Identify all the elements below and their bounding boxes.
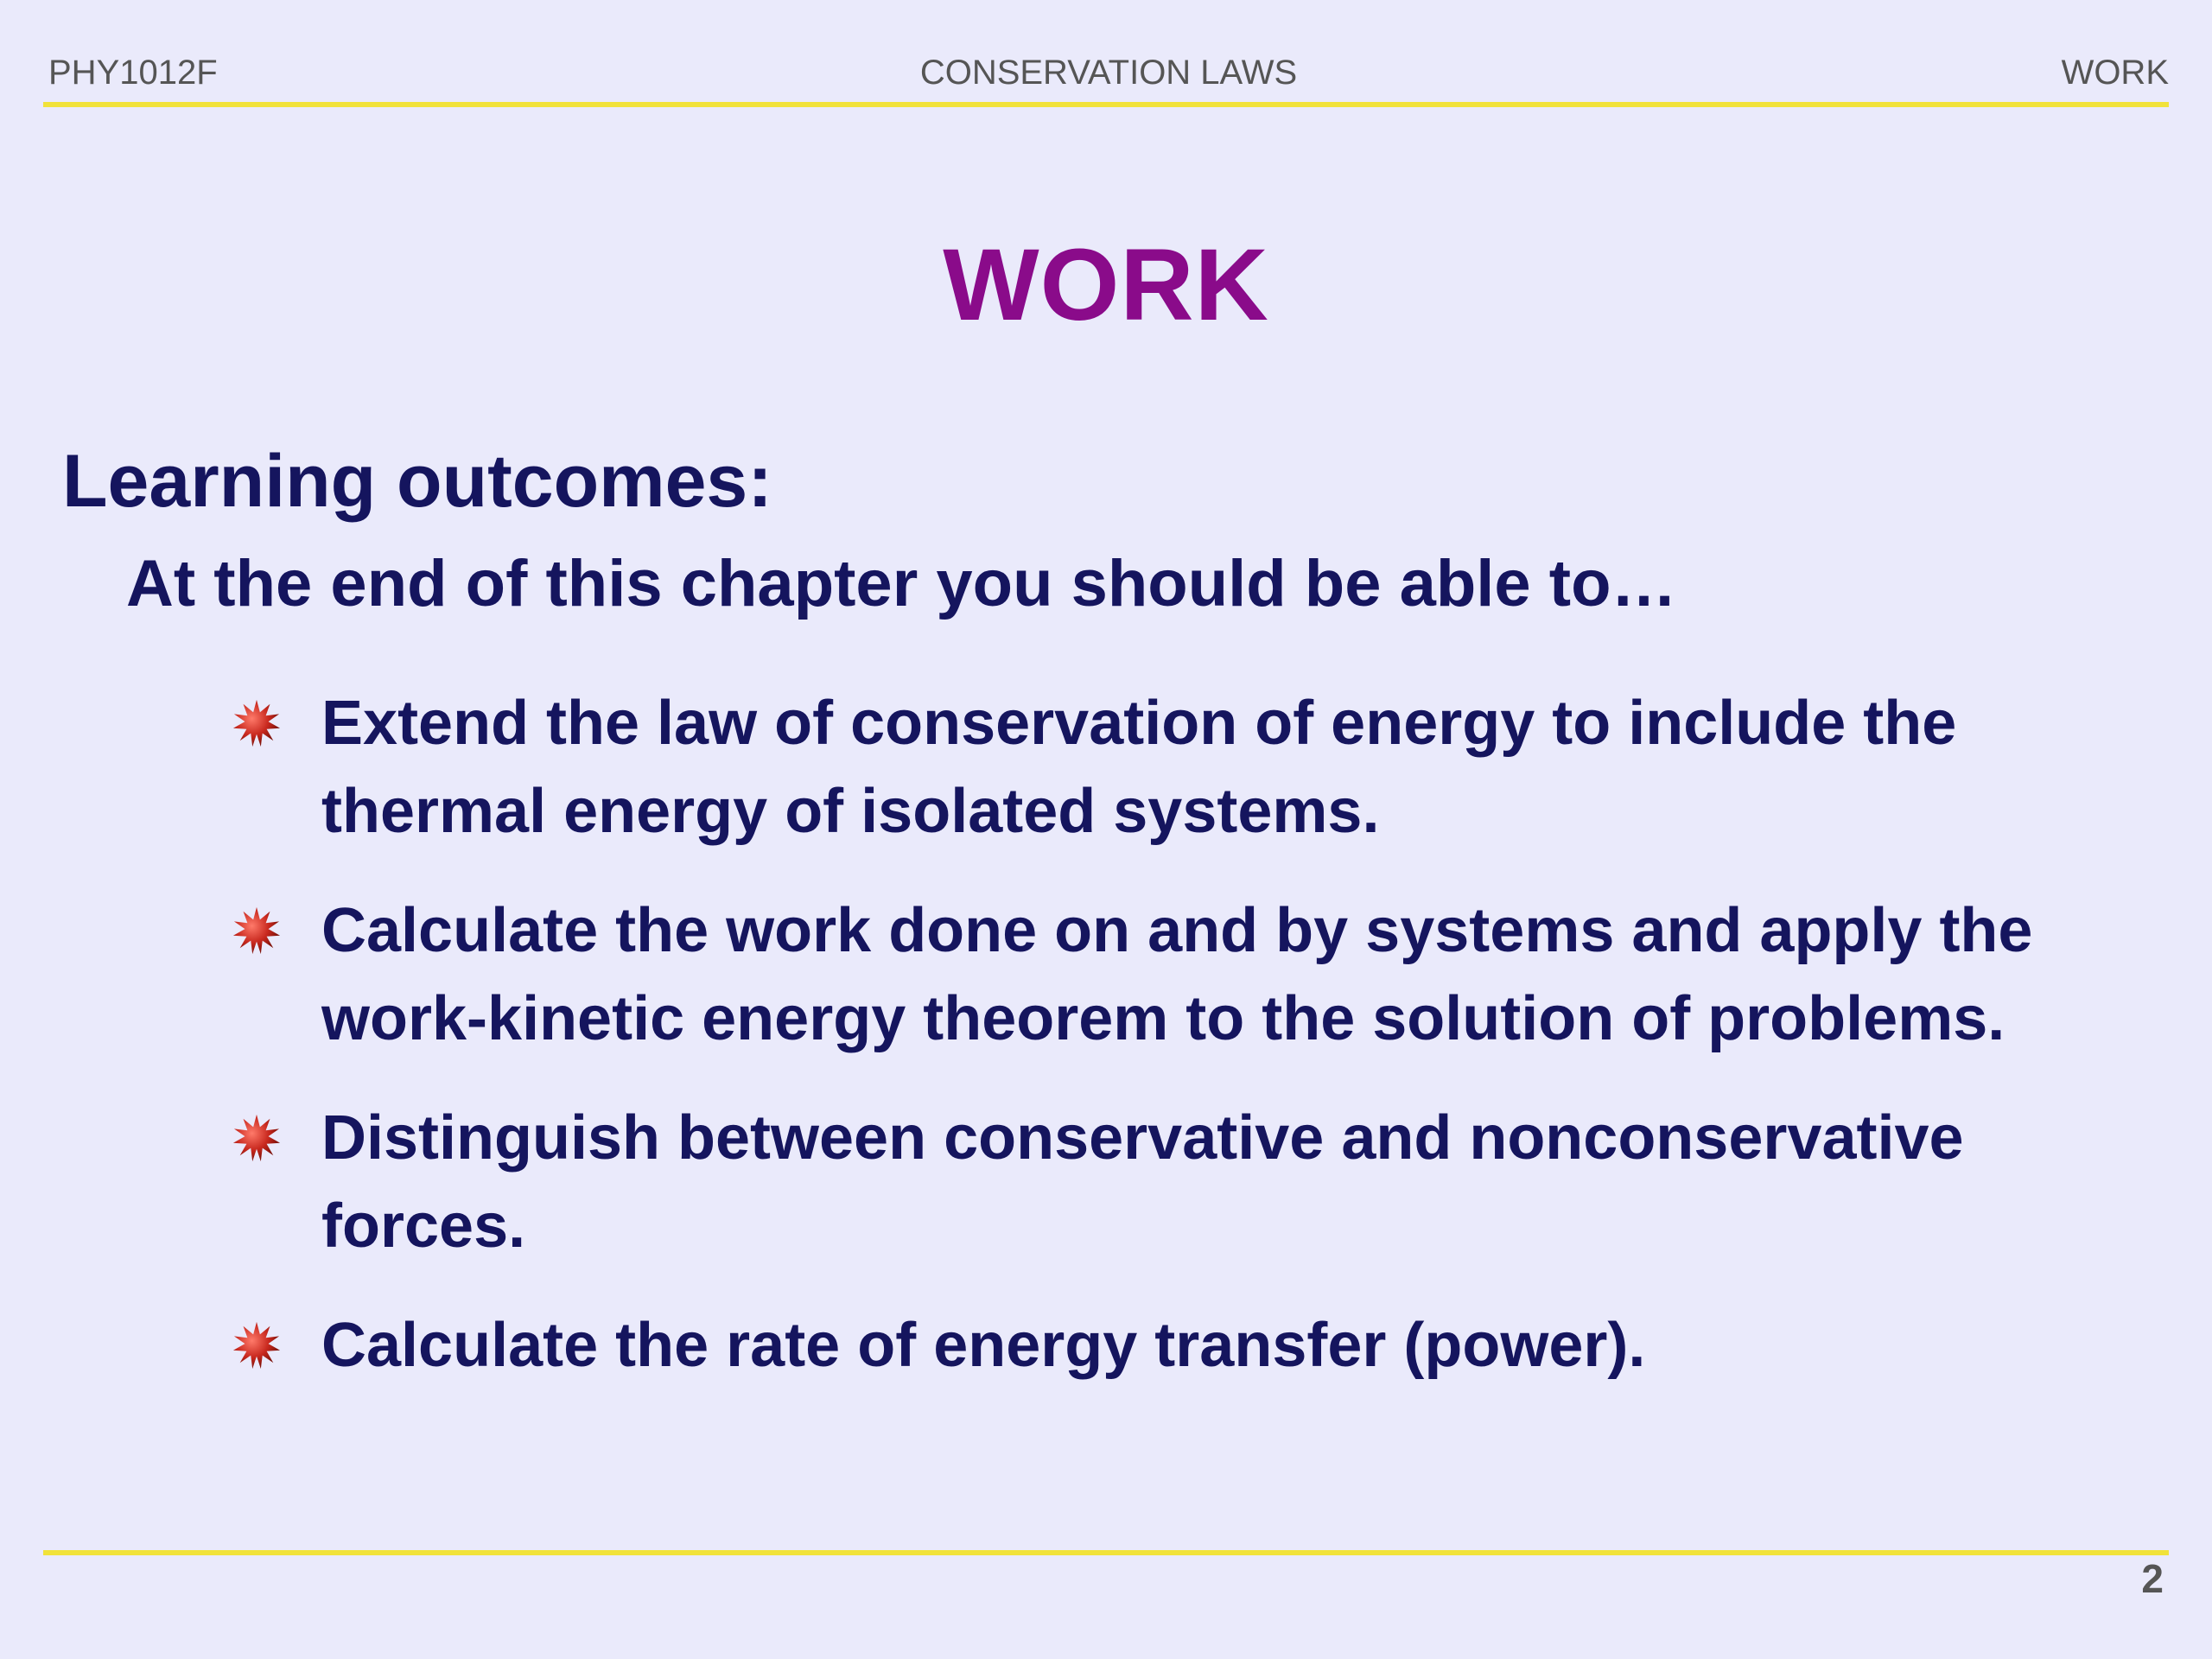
starburst-bullet-icon — [232, 1113, 282, 1163]
starburst-bullet-icon — [232, 698, 282, 748]
learning-outcome-item — [232, 679, 2133, 855]
learning-outcome-text: Distinguish between conservative and nonconservative forces. — [321, 1103, 1964, 1261]
course-code: PHY1012F — [48, 54, 218, 92]
topic-label: WORK — [2061, 54, 2169, 92]
learning-outcome-text: Calculate the rate of energy transfer (power). — [321, 1311, 1646, 1380]
slide-title: WORK — [943, 228, 1269, 342]
learning-outcome-text: Calculate the work done on and by systems and apply the work-kinetic energy theorem to the solution of problems. — [321, 896, 2033, 1053]
page-number: 2 — [2141, 1556, 2164, 1601]
starburst-bullet-icon — [232, 1320, 282, 1370]
section-title: CONSERVATION LAWS — [919, 54, 1298, 92]
learning-outcomes-heading: Learning outcomes: — [62, 440, 772, 523]
learning-outcome-text: Extend the law of conservation of energy to include the thermal energy of isolated systems. — [321, 689, 1957, 846]
header-divider — [43, 102, 2169, 107]
learning-outcome-item — [232, 1094, 2133, 1270]
footer-divider — [43, 1550, 2169, 1555]
learning-outcome-item — [232, 887, 2133, 1063]
starburst-bullet-icon — [232, 906, 282, 956]
slide-header — [48, 54, 2169, 99]
learning-outcome-item — [232, 1301, 2133, 1389]
learning-outcomes-intro: At the end of this chapter you should be able to… — [126, 547, 1677, 620]
learning-outcomes-list — [232, 679, 2133, 1421]
